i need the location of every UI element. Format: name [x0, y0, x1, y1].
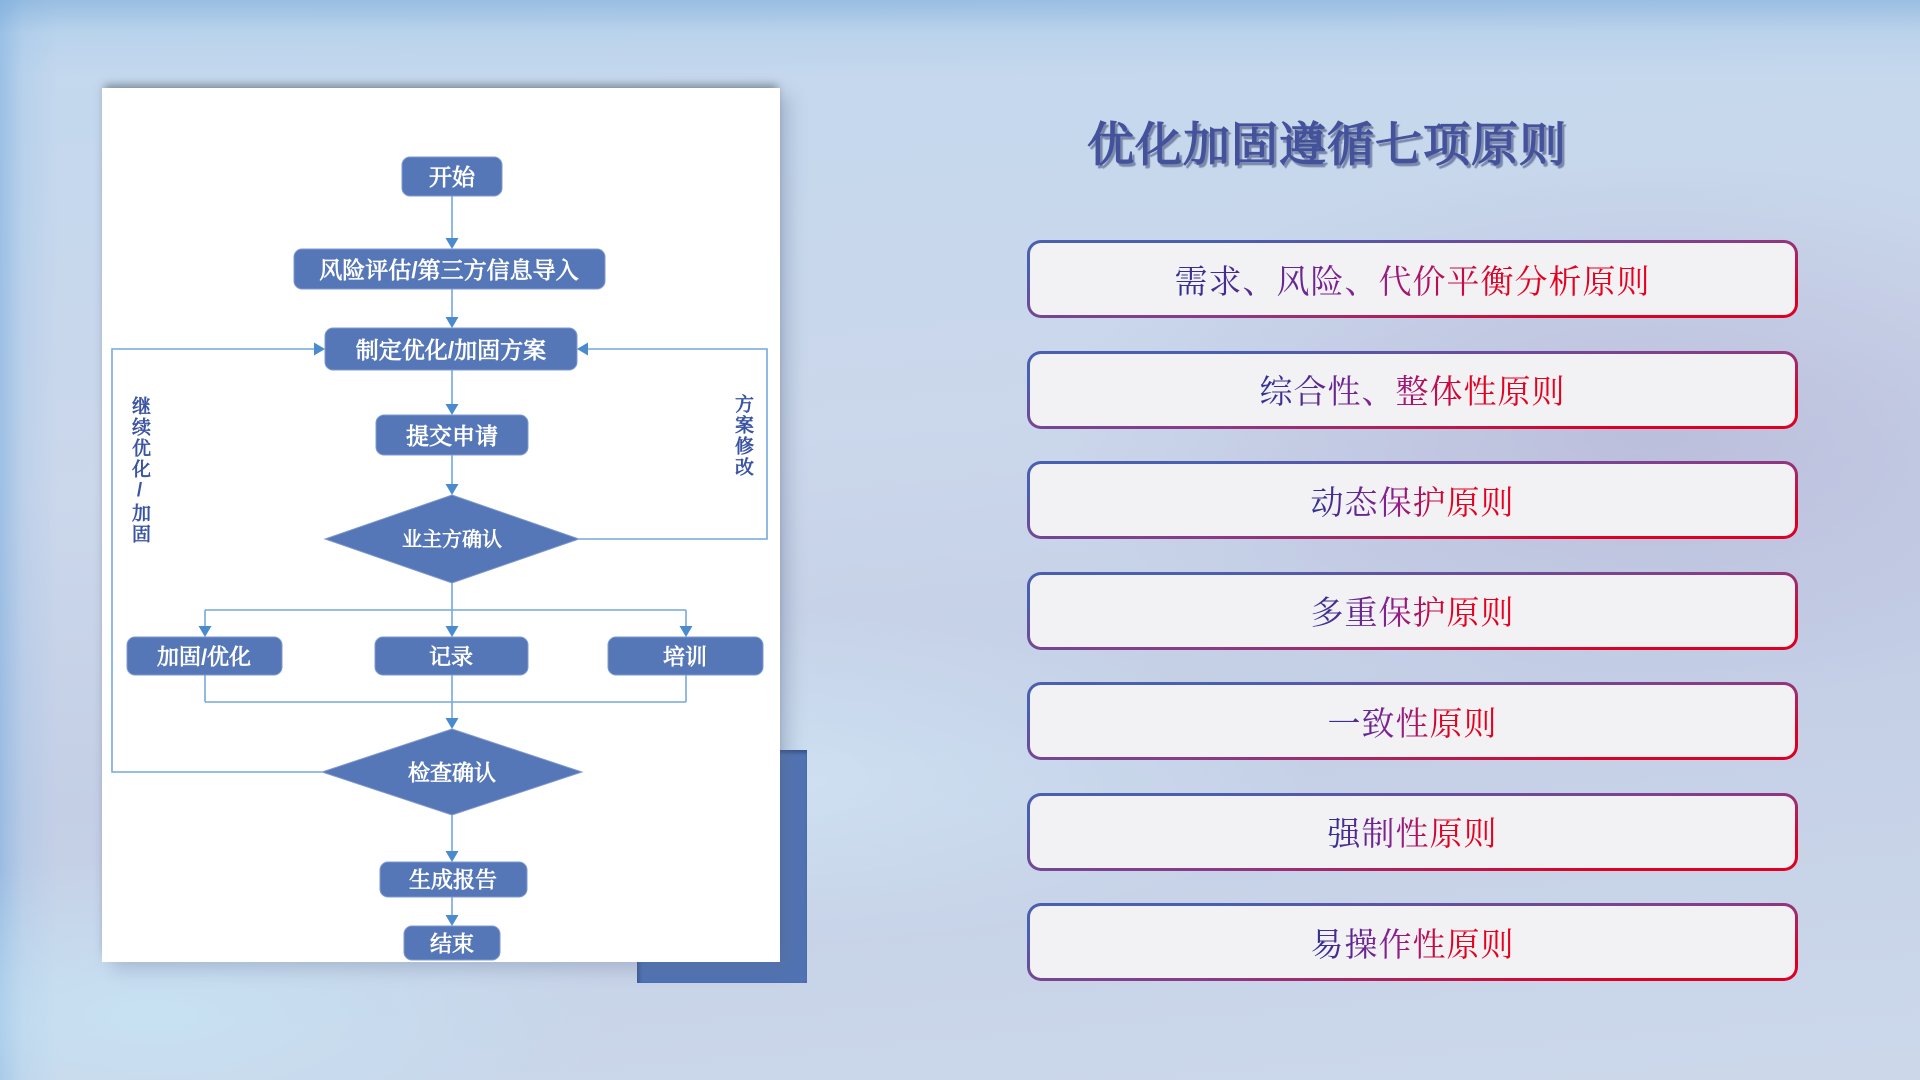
flow-label-reinforce-optimize: 加固/优化: [156, 644, 252, 670]
principle-item-7: [1027, 903, 1798, 981]
flow-label-start: 开始: [429, 164, 475, 190]
principles-list: [1027, 240, 1798, 981]
principle-label: 综合性、整体性原则: [1260, 366, 1566, 413]
arrowhead: [199, 626, 212, 637]
flowchart-canvas: [102, 88, 780, 962]
flow-label-end: 结束: [429, 931, 475, 957]
principle-item-6: [1027, 793, 1798, 871]
principle-label: 强制性原则: [1328, 808, 1498, 855]
arrowhead: [446, 718, 459, 729]
principle-label: 需求、风险、代价平衡分析原则: [1175, 256, 1651, 303]
arrowhead: [446, 317, 459, 328]
flow-label-training: 培训: [662, 644, 708, 670]
arrowhead: [680, 626, 693, 637]
principle-label: 易操作性原则: [1311, 919, 1515, 966]
principle-item-2: [1027, 351, 1798, 429]
flow-label-check-confirm: 检查确认: [407, 760, 497, 786]
arrowhead: [446, 484, 459, 495]
flow-label-submit: 提交申请: [406, 423, 498, 449]
arrowhead: [577, 343, 588, 356]
principle-label: 多重保护原则: [1311, 587, 1515, 634]
flowchart-card: [102, 88, 780, 962]
flow-label-risk-import: 风险评估/第三方信息导入: [319, 257, 579, 283]
flow-label-generate-report: 生成报告: [408, 867, 498, 893]
flow-label-record: 记录: [428, 644, 474, 670]
principles-title: 优化加固遵循七项原则: [1087, 118, 1567, 171]
principle-label: 动态保护原则: [1311, 477, 1515, 524]
loop-label-plan-modify: 方案修改: [732, 394, 753, 478]
flow-label-make-plan: 制定优化/加固方案: [355, 337, 547, 363]
principle-item-5: [1027, 682, 1798, 760]
arrowhead: [446, 915, 459, 926]
arrowhead: [446, 238, 459, 249]
principle-item-3: [1027, 461, 1798, 539]
loop-label-continue-optimize: 继续优化/加固: [129, 396, 150, 545]
flow-label-owner-confirm: 业主方确认: [402, 529, 502, 551]
principle-item-1: [1027, 240, 1798, 318]
arrowhead: [446, 851, 459, 862]
arrowhead: [446, 404, 459, 415]
principle-label: 一致性原则: [1328, 698, 1498, 745]
arrowhead: [446, 626, 459, 637]
arrowhead: [314, 343, 325, 356]
principle-item-4: [1027, 572, 1798, 650]
